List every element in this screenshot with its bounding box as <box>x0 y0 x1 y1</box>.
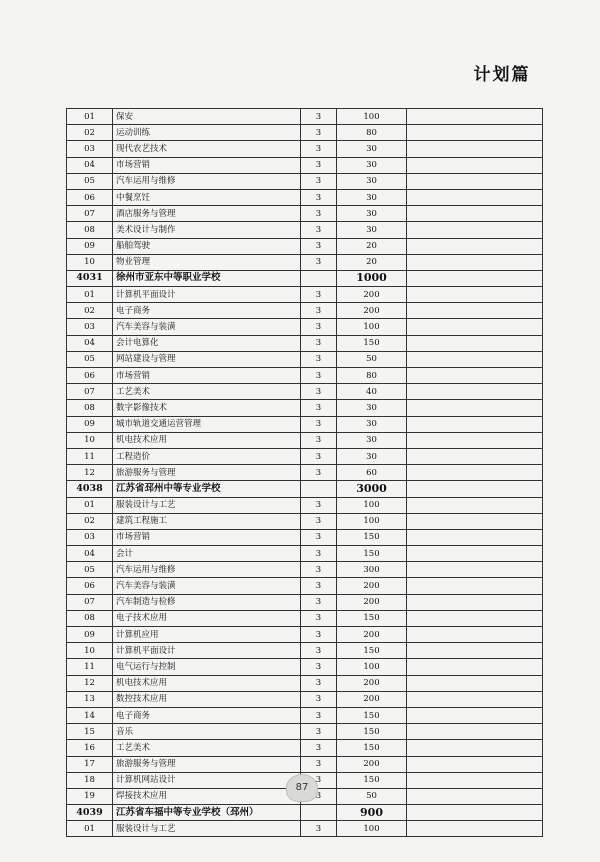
code-cell: 06 <box>67 189 113 205</box>
code-cell: 11 <box>67 659 113 675</box>
years-cell: 3 <box>301 173 337 189</box>
name-cell: 数控技术应用 <box>113 691 301 707</box>
count-cell: 80 <box>337 125 407 141</box>
count-cell: 100 <box>337 821 407 837</box>
remarks-cell <box>407 724 543 740</box>
name-cell: 市场营销 <box>113 529 301 545</box>
years-cell: 3 <box>301 141 337 157</box>
count-cell: 3000 <box>337 481 407 497</box>
count-cell: 150 <box>337 643 407 659</box>
code-cell: 4031 <box>67 270 113 286</box>
years-cell: 3 <box>301 772 337 788</box>
years-cell: 3 <box>301 740 337 756</box>
count-cell: 20 <box>337 254 407 270</box>
remarks-cell <box>407 222 543 238</box>
count-cell: 80 <box>337 368 407 384</box>
count-cell: 30 <box>337 141 407 157</box>
name-cell: 工艺美术 <box>113 384 301 400</box>
code-cell: 08 <box>67 400 113 416</box>
major-row <box>67 416 543 432</box>
count-cell: 150 <box>337 529 407 545</box>
count-cell: 30 <box>337 400 407 416</box>
major-row <box>67 529 543 545</box>
name-cell: 江苏省车福中等专业学校（邳州） <box>113 805 301 821</box>
years-cell: 3 <box>301 206 337 222</box>
years-cell: 3 <box>301 659 337 675</box>
name-cell: 汽车运用与维修 <box>113 562 301 578</box>
years-cell: 3 <box>301 578 337 594</box>
remarks-cell <box>407 594 543 610</box>
count-cell: 60 <box>337 465 407 481</box>
code-cell: 12 <box>67 465 113 481</box>
years-cell: 3 <box>301 756 337 772</box>
code-cell: 12 <box>67 675 113 691</box>
name-cell: 市场营销 <box>113 157 301 173</box>
remarks-cell <box>407 384 543 400</box>
major-row <box>67 173 543 189</box>
count-cell: 200 <box>337 675 407 691</box>
remarks-cell <box>407 465 543 481</box>
name-cell: 服装设计与工艺 <box>113 821 301 837</box>
years-cell <box>301 270 337 286</box>
remarks-cell <box>407 270 543 286</box>
major-row <box>67 465 543 481</box>
remarks-cell <box>407 351 543 367</box>
enrollment-plan-table <box>66 108 543 837</box>
remarks-cell <box>407 141 543 157</box>
count-cell: 200 <box>337 756 407 772</box>
count-cell: 300 <box>337 562 407 578</box>
major-row <box>67 189 543 205</box>
code-cell: 07 <box>67 594 113 610</box>
name-cell: 城市轨道交通运营管理 <box>113 416 301 432</box>
major-row <box>67 157 543 173</box>
code-cell: 08 <box>67 222 113 238</box>
count-cell: 100 <box>337 513 407 529</box>
major-row <box>67 432 543 448</box>
count-cell: 30 <box>337 189 407 205</box>
name-cell: 汽车制造与检修 <box>113 594 301 610</box>
code-cell: 05 <box>67 173 113 189</box>
remarks-cell <box>407 303 543 319</box>
code-cell: 05 <box>67 562 113 578</box>
code-cell: 19 <box>67 788 113 804</box>
major-row <box>67 610 543 626</box>
remarks-cell <box>407 675 543 691</box>
code-cell: 06 <box>67 368 113 384</box>
years-cell: 3 <box>301 254 337 270</box>
name-cell: 旅游服务与管理 <box>113 756 301 772</box>
remarks-cell <box>407 772 543 788</box>
years-cell: 3 <box>301 189 337 205</box>
years-cell: 3 <box>301 724 337 740</box>
years-cell: 3 <box>301 368 337 384</box>
code-cell: 01 <box>67 109 113 125</box>
code-cell: 03 <box>67 319 113 335</box>
name-cell: 工程造价 <box>113 448 301 464</box>
name-cell: 中餐烹饪 <box>113 189 301 205</box>
years-cell: 3 <box>301 821 337 837</box>
count-cell: 1000 <box>337 270 407 286</box>
code-cell: 10 <box>67 254 113 270</box>
section-logo: 计划篇 <box>473 65 531 85</box>
remarks-cell <box>407 659 543 675</box>
count-cell: 200 <box>337 578 407 594</box>
remarks-cell <box>407 173 543 189</box>
major-row <box>67 448 543 464</box>
major-row <box>67 400 543 416</box>
remarks-cell <box>407 109 543 125</box>
count-cell: 30 <box>337 173 407 189</box>
years-cell: 3 <box>301 513 337 529</box>
remarks-cell <box>407 756 543 772</box>
major-row <box>67 594 543 610</box>
years-cell <box>301 481 337 497</box>
count-cell: 150 <box>337 610 407 626</box>
count-cell: 30 <box>337 206 407 222</box>
code-cell: 01 <box>67 287 113 303</box>
years-cell: 3 <box>301 497 337 513</box>
code-cell: 16 <box>67 740 113 756</box>
count-cell: 100 <box>337 319 407 335</box>
major-row <box>67 287 543 303</box>
code-cell: 04 <box>67 157 113 173</box>
name-cell: 服装设计与工艺 <box>113 497 301 513</box>
name-cell: 酒店服务与管理 <box>113 206 301 222</box>
major-row <box>67 740 543 756</box>
code-cell: 09 <box>67 416 113 432</box>
remarks-cell <box>407 529 543 545</box>
years-cell: 3 <box>301 627 337 643</box>
major-row <box>67 643 543 659</box>
major-row <box>67 562 543 578</box>
major-row <box>67 578 543 594</box>
code-cell: 11 <box>67 448 113 464</box>
count-cell: 40 <box>337 384 407 400</box>
remarks-cell <box>407 497 543 513</box>
major-row <box>67 691 543 707</box>
code-cell: 15 <box>67 724 113 740</box>
remarks-cell <box>407 416 543 432</box>
years-cell: 3 <box>301 238 337 254</box>
code-cell: 4039 <box>67 805 113 821</box>
count-cell: 30 <box>337 416 407 432</box>
years-cell: 3 <box>301 416 337 432</box>
major-row <box>67 513 543 529</box>
count-cell: 150 <box>337 335 407 351</box>
code-cell: 01 <box>67 821 113 837</box>
years-cell: 3 <box>301 335 337 351</box>
remarks-cell <box>407 513 543 529</box>
years-cell: 3 <box>301 691 337 707</box>
code-cell: 08 <box>67 610 113 626</box>
years-cell: 3 <box>301 157 337 173</box>
code-cell: 14 <box>67 707 113 723</box>
years-cell: 3 <box>301 432 337 448</box>
count-cell: 30 <box>337 448 407 464</box>
major-row <box>67 206 543 222</box>
major-row <box>67 254 543 270</box>
years-cell: 3 <box>301 351 337 367</box>
code-cell: 02 <box>67 513 113 529</box>
count-cell: 50 <box>337 788 407 804</box>
remarks-cell <box>407 368 543 384</box>
remarks-cell <box>407 125 543 141</box>
remarks-cell <box>407 578 543 594</box>
remarks-cell <box>407 707 543 723</box>
count-cell: 100 <box>337 659 407 675</box>
code-cell: 02 <box>67 303 113 319</box>
remarks-cell <box>407 400 543 416</box>
count-cell: 150 <box>337 740 407 756</box>
name-cell: 徐州市亚东中等职业学校 <box>113 270 301 286</box>
code-cell: 17 <box>67 756 113 772</box>
years-cell: 3 <box>301 222 337 238</box>
name-cell: 保安 <box>113 109 301 125</box>
remarks-cell <box>407 740 543 756</box>
name-cell: 焊接技术应用 <box>113 788 301 804</box>
remarks-cell <box>407 319 543 335</box>
code-cell: 13 <box>67 691 113 707</box>
major-row <box>67 627 543 643</box>
major-row <box>67 675 543 691</box>
name-cell: 计算机网站设计 <box>113 772 301 788</box>
school-row <box>67 270 543 286</box>
name-cell: 网站建设与管理 <box>113 351 301 367</box>
code-cell: 04 <box>67 546 113 562</box>
major-row <box>67 238 543 254</box>
remarks-cell <box>407 481 543 497</box>
count-cell: 200 <box>337 627 407 643</box>
name-cell: 运动训练 <box>113 125 301 141</box>
remarks-cell <box>407 627 543 643</box>
major-row <box>67 384 543 400</box>
count-cell: 150 <box>337 772 407 788</box>
remarks-cell <box>407 448 543 464</box>
remarks-cell <box>407 643 543 659</box>
count-cell: 150 <box>337 707 407 723</box>
name-cell: 现代农艺技术 <box>113 141 301 157</box>
count-cell: 200 <box>337 303 407 319</box>
name-cell: 工艺美术 <box>113 740 301 756</box>
name-cell: 电气运行与控制 <box>113 659 301 675</box>
count-cell: 200 <box>337 594 407 610</box>
remarks-cell <box>407 546 543 562</box>
name-cell: 汽车美容与装潢 <box>113 319 301 335</box>
years-cell: 3 <box>301 643 337 659</box>
code-cell: 09 <box>67 627 113 643</box>
years-cell: 3 <box>301 610 337 626</box>
major-row <box>67 756 543 772</box>
major-row <box>67 497 543 513</box>
count-cell: 150 <box>337 546 407 562</box>
code-cell: 02 <box>67 125 113 141</box>
years-cell: 3 <box>301 448 337 464</box>
name-cell: 江苏省邳州中等专业学校 <box>113 481 301 497</box>
remarks-cell <box>407 238 543 254</box>
code-cell: 04 <box>67 335 113 351</box>
code-cell: 09 <box>67 238 113 254</box>
major-row <box>67 109 543 125</box>
remarks-cell <box>407 287 543 303</box>
name-cell: 建筑工程施工 <box>113 513 301 529</box>
school-row <box>67 481 543 497</box>
name-cell: 电子商务 <box>113 303 301 319</box>
code-cell: 07 <box>67 206 113 222</box>
code-cell: 01 <box>67 497 113 513</box>
count-cell: 900 <box>337 805 407 821</box>
code-cell: 03 <box>67 141 113 157</box>
name-cell: 电子商务 <box>113 707 301 723</box>
name-cell: 会计电算化 <box>113 335 301 351</box>
years-cell: 3 <box>301 384 337 400</box>
remarks-cell <box>407 821 543 837</box>
name-cell: 美术设计与制作 <box>113 222 301 238</box>
count-cell: 200 <box>337 691 407 707</box>
major-row <box>67 821 543 837</box>
code-cell: 10 <box>67 643 113 659</box>
code-cell: 07 <box>67 384 113 400</box>
years-cell: 3 <box>301 465 337 481</box>
major-row <box>67 707 543 723</box>
name-cell: 计算机应用 <box>113 627 301 643</box>
count-cell: 200 <box>337 287 407 303</box>
major-row <box>67 659 543 675</box>
name-cell: 汽车运用与维修 <box>113 173 301 189</box>
remarks-cell <box>407 805 543 821</box>
major-row <box>67 125 543 141</box>
count-cell: 100 <box>337 109 407 125</box>
name-cell: 电子技术应用 <box>113 610 301 626</box>
major-row <box>67 335 543 351</box>
remarks-cell <box>407 691 543 707</box>
count-cell: 20 <box>337 238 407 254</box>
remarks-cell <box>407 562 543 578</box>
name-cell: 物业管理 <box>113 254 301 270</box>
major-row <box>67 724 543 740</box>
count-cell: 100 <box>337 497 407 513</box>
count-cell: 30 <box>337 432 407 448</box>
remarks-cell <box>407 254 543 270</box>
name-cell: 机电技术应用 <box>113 432 301 448</box>
table-body <box>67 109 543 837</box>
years-cell: 3 <box>301 546 337 562</box>
years-cell <box>301 805 337 821</box>
major-row <box>67 303 543 319</box>
name-cell: 会计 <box>113 546 301 562</box>
name-cell: 数字影像技术 <box>113 400 301 416</box>
major-row <box>67 351 543 367</box>
count-cell: 30 <box>337 222 407 238</box>
years-cell: 3 <box>301 675 337 691</box>
remarks-cell <box>407 432 543 448</box>
years-cell: 3 <box>301 287 337 303</box>
name-cell: 计算机平面设计 <box>113 643 301 659</box>
remarks-cell <box>407 206 543 222</box>
remarks-cell <box>407 189 543 205</box>
name-cell: 船舶驾驶 <box>113 238 301 254</box>
remarks-cell <box>407 610 543 626</box>
name-cell: 旅游服务与管理 <box>113 465 301 481</box>
years-cell: 3 <box>301 400 337 416</box>
years-cell: 3 <box>301 707 337 723</box>
code-cell: 10 <box>67 432 113 448</box>
years-cell: 3 <box>301 562 337 578</box>
years-cell: 3 <box>301 125 337 141</box>
major-row <box>67 319 543 335</box>
years-cell: 3 <box>301 303 337 319</box>
years-cell: 3 <box>301 788 337 804</box>
name-cell: 市场营销 <box>113 368 301 384</box>
remarks-cell <box>407 157 543 173</box>
name-cell: 汽车美容与装潢 <box>113 578 301 594</box>
remarks-cell <box>407 788 543 804</box>
major-row <box>67 141 543 157</box>
name-cell: 计算机平面设计 <box>113 287 301 303</box>
page-number: 87 <box>286 774 318 802</box>
major-row <box>67 546 543 562</box>
count-cell: 50 <box>337 351 407 367</box>
name-cell: 音乐 <box>113 724 301 740</box>
major-row <box>67 368 543 384</box>
code-cell: 03 <box>67 529 113 545</box>
code-cell: 05 <box>67 351 113 367</box>
years-cell: 3 <box>301 109 337 125</box>
years-cell: 3 <box>301 529 337 545</box>
code-cell: 4038 <box>67 481 113 497</box>
code-cell: 18 <box>67 772 113 788</box>
years-cell: 3 <box>301 594 337 610</box>
remarks-cell <box>407 335 543 351</box>
school-row <box>67 805 543 821</box>
major-row <box>67 222 543 238</box>
name-cell: 机电技术应用 <box>113 675 301 691</box>
years-cell: 3 <box>301 319 337 335</box>
count-cell: 150 <box>337 724 407 740</box>
code-cell: 06 <box>67 578 113 594</box>
count-cell: 30 <box>337 157 407 173</box>
